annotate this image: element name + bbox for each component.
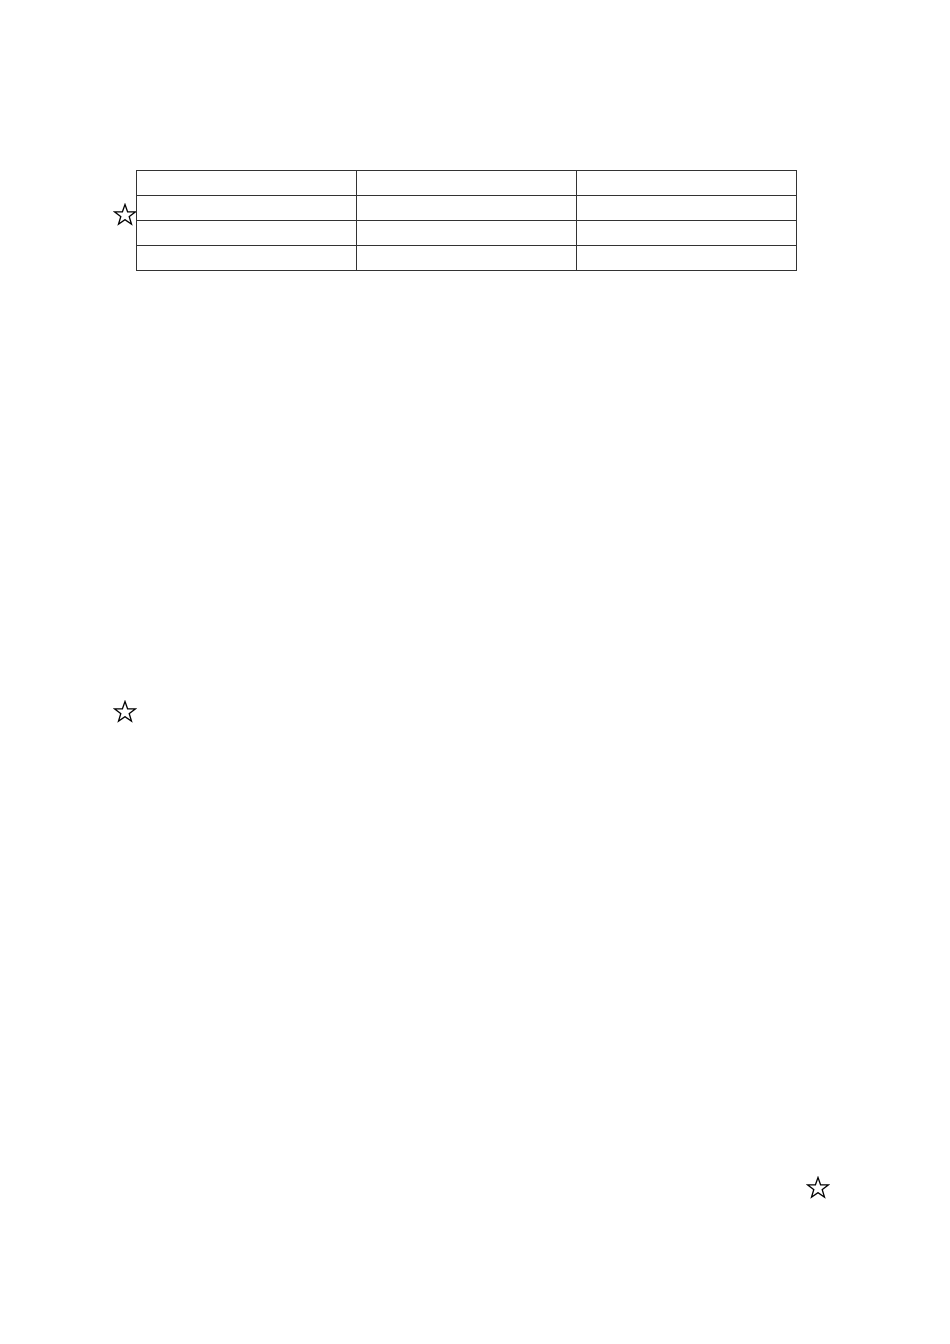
table-header-cell [137,171,357,196]
table-row [137,246,797,271]
heading-21 [146,143,816,168]
star-icon [806,1176,830,1200]
table-row [137,196,797,221]
table-cell [577,246,797,271]
table-header-cell [357,171,577,196]
table-cell [577,221,797,246]
definition-19 [146,118,816,143]
star-icon [113,700,137,724]
table-cell [137,221,357,246]
table-cell [357,246,577,271]
table-header-row [137,171,797,196]
table-cell [137,246,357,271]
star-icon [113,203,137,227]
table-cell [137,196,357,221]
table-cell [577,196,797,221]
table-cell [357,221,577,246]
document-page [146,118,816,273]
table-header-cell [577,171,797,196]
table-row [137,221,797,246]
table-cell [357,196,577,221]
strategy-table [136,170,797,271]
